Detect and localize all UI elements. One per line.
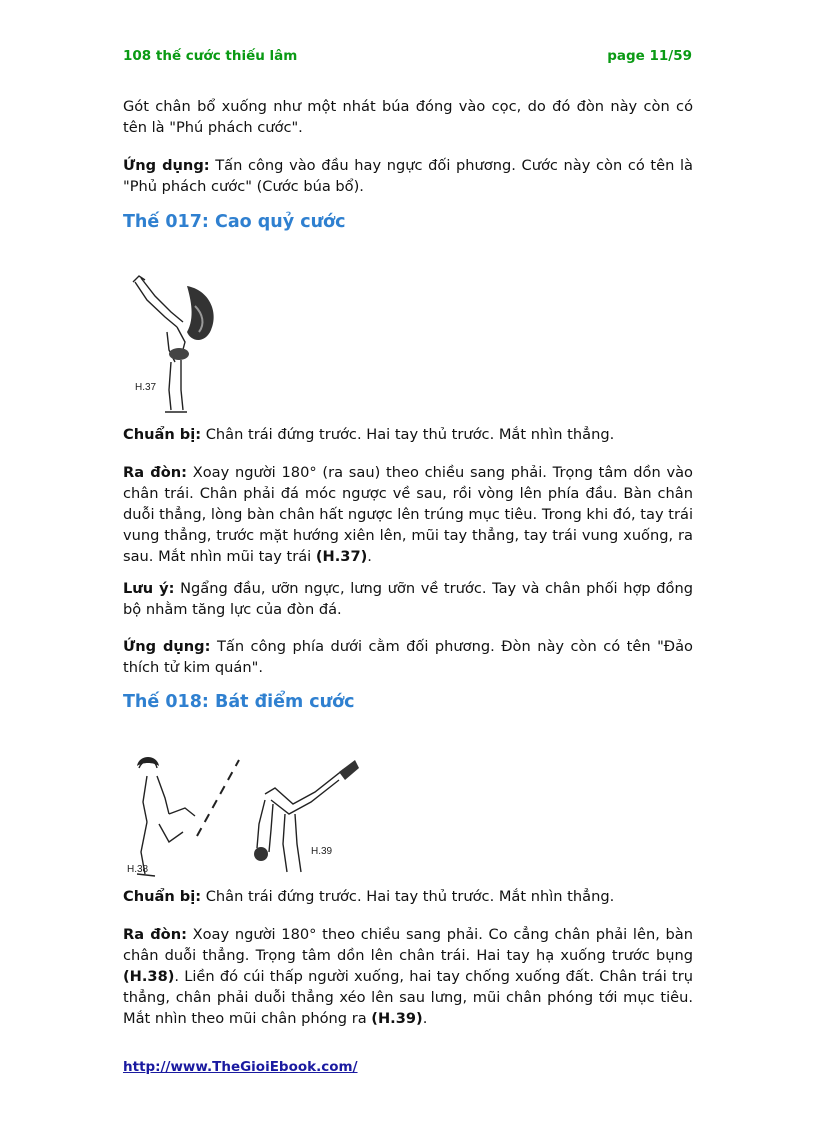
label-strike: Ra đòn:: [123, 464, 187, 481]
strike-text-part1: Xoay người 180° theo chiều sang phải. Co cẳng chân phải lên, bàn chân duỗi thẳng. Trọng tâm dồn lên chân trái. Hai tay hạ xuống trước bụng: [123, 926, 693, 964]
figure-label-h38: H.38: [127, 864, 149, 875]
figure-label-h37: H.37: [135, 382, 157, 393]
strike-text-part2: . Liền đó cúi thấp người xuống, hai tay chống xuống đất. Chân trái trụ thẳng, chân phải duỗi thẳng xéo lên sau lưng, mũi chân phóng tới mục tiêu. Mắt nhìn theo mũi chân phóng ra: [123, 968, 693, 1027]
section-title-017: Thế 017: Cao quỷ cước: [123, 212, 346, 232]
paragraph-strike-018: [123, 924, 693, 1029]
strike-text: Xoay người 180° (ra sau) theo chiều sang phải. Trọng tâm dồn vào chân trái. Chân phải đá móc ngược về sau, rồi vòng lên phía đầu. Bàn chân duỗi thẳng, lòng bàn chân hất ngược lên trúng mục tiêu. Trong khi đó, tay trái vung thẳng, trước mặt hướng xiên lên, mũi tay thẳng, tay trái vung xuống, ra sau. Mắt nhìn mũi tay trái: [123, 464, 693, 565]
prepare-text: Chân trái đứng trước. Hai tay thủ trước. Mắt nhìn thẳng.: [201, 888, 615, 905]
paragraph-strike-017: [123, 462, 693, 567]
application-text: Tấn công vào đầu hay ngực đối phương. Cước này còn có tên là "Phủ phách cước" (Cước búa bổ).: [123, 157, 693, 195]
footer-link[interactable]: http://www.TheGioiEbook.com/: [123, 1059, 358, 1075]
paragraph-application-017: [123, 636, 693, 678]
label-prepare: Chuẩn bị:: [123, 426, 202, 443]
paragraph-prepare-018: [123, 886, 693, 907]
section-title-018: Thế 018: Bát điểm cước: [123, 692, 355, 712]
document-title: 108 thế cước thiếu lâm: [123, 48, 298, 64]
paragraph-prepare-017: [123, 424, 693, 445]
strike-end: .: [367, 548, 372, 565]
figure-h38-h39: [125, 752, 365, 884]
figure-ref-h39: (H.39): [371, 1010, 423, 1027]
prepare-text: Chân trái đứng trước. Hai tay thủ trước. Mắt nhìn thẳng.: [201, 426, 615, 443]
strike-end: .: [422, 1010, 428, 1027]
page-number: page 11/59: [607, 48, 692, 64]
label-strike: Ra đòn:: [123, 926, 187, 943]
figure-ref-h38: (H.38): [123, 968, 175, 985]
note-text: Ngẩng đầu, ưỡn ngực, lưng ưỡn về trước. Tay và chân phối hợp đồng bộ nhằm tăng lực của đòn đá.: [123, 580, 693, 618]
figure-ref-h37: (H.37): [315, 548, 368, 565]
label-application: Ứng dụng:: [123, 157, 210, 174]
paragraph-note-017: [123, 578, 693, 620]
figure-h37: [125, 272, 225, 420]
application-text: Tấn công phía dưới cằm đối phương. Đòn này còn có tên "Đảo thích tử kim quán".: [123, 638, 693, 676]
paragraph-intro: Gót chân bổ xuống như một nhát búa đóng vào cọc, do đó đòn này còn có tên là "Phú phách cước".: [123, 98, 693, 136]
label-prepare: Chuẩn bị:: [123, 888, 202, 905]
label-application: Ứng dụng:: [123, 638, 211, 655]
figure-label-h39: H.39: [311, 846, 333, 857]
paragraph-application-016: [123, 155, 693, 197]
label-note: Lưu ý:: [123, 580, 175, 597]
